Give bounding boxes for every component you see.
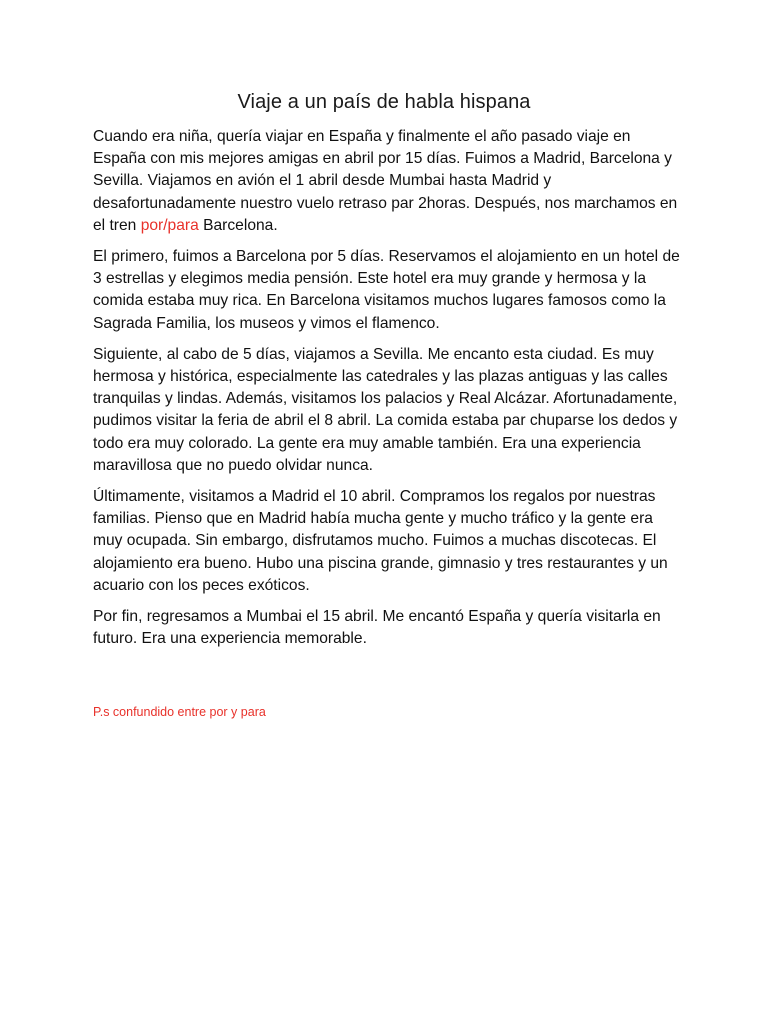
highlighted-word-por-para: por/para bbox=[140, 216, 199, 234]
paragraph-3: Siguiente, al cabo de 5 días, viajamos a Sevilla. Me encanto esta ciudad. Es muy hermosa y histórica, especialmente las catedrales y las plazas antiguas y las calles tranquilas y lindas. Además, visitamos los palacios y Real Alcázar. Afortunadamente, pudimos visitar la feria de abril el 8 abril. La comida estaba par chuparse los dedos y todo era muy colorado. La gente era muy amable también. Era una experiencia maravillosa que no puedo olvidar nunca. bbox=[93, 345, 678, 474]
paragraph-1 bbox=[93, 126, 683, 237]
paragraph-1-text-after: Barcelona. bbox=[198, 216, 278, 234]
document-body bbox=[93, 126, 683, 659]
paragraph-5: Por fin, regresamos a Mumbai el 15 abril. Me encantó España y quería visitarla en futuro. Era una experiencia memorable. bbox=[93, 608, 661, 648]
postscript-note: P.s confundido entre por y para bbox=[93, 705, 266, 719]
paragraph-4: Últimamente, visitamos a Madrid el 10 abril. Compramos los regalos por nuestras familias. Pienso que en Madrid había mucha gente y mucho tráfico y la gente era muy ocupada. Sin embargo, disfrutamos mucho. Fuimos a muchas discotecas. El alojamiento era bueno. Hubo una piscina grande, gimnasio y tres restaurantes y un acuario con los peces exóticos. bbox=[93, 488, 668, 594]
document-title: Viaje a un país de habla hispana bbox=[237, 91, 531, 113]
paragraph-1-text-before: Cuando era niña, quería viajar en España y finalmente el año pasado viaje en España con mis mejores amigas en abril por 15 días. Fuimos a Madrid, Barcelona y Sevilla. Viajamos en avión el 1 abril desde Mumbai hasta Madrid y desafortunadamente nuestro vuelo retraso par 2horas. Después, nos marchamos en el tren bbox=[93, 128, 678, 234]
paragraph-2: El primero, fuimos a Barcelona por 5 días. Reservamos el alojamiento en un hotel de 3 estrellas y elegimos media pensión. Este hotel era muy grande y hermosa y la comida estaba muy rica. En Barcelona visitamos muchos lugares famosos como la Sagrada Familia, los museos y vimos el flamenco. bbox=[93, 248, 680, 332]
